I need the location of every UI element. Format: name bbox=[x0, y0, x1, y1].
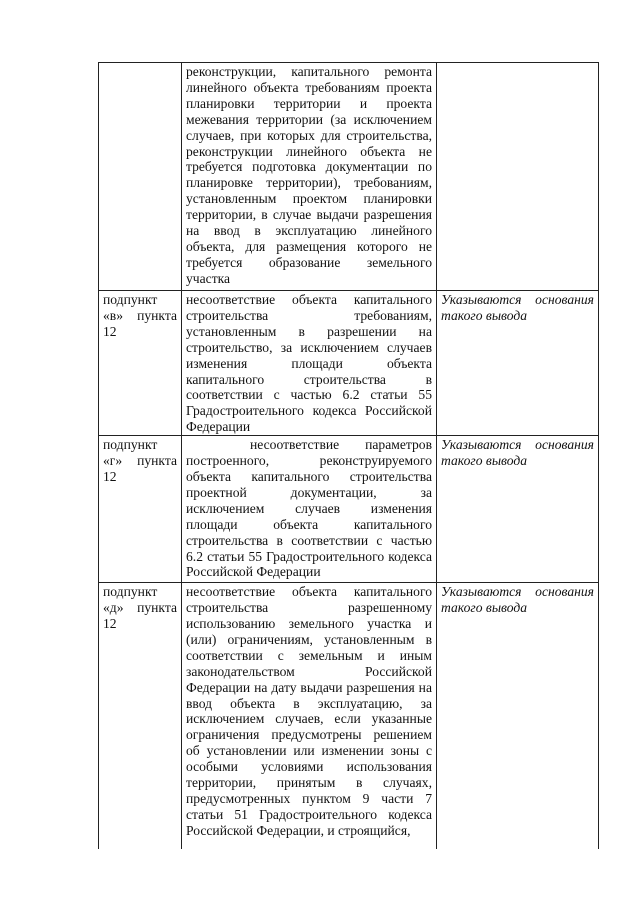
condition-cell: подпункт «д» пункта 12 bbox=[99, 583, 182, 850]
table-row bbox=[99, 63, 599, 291]
basis-cell: Указываются основания такого вывода bbox=[437, 436, 599, 583]
reason-text: несоответствие параметров построенного, реконструируемого объекта капитального строительства проектной документации, за исключением случаев изменения площади объекта капитального строительства в соответствии с частью 6.2 статьи 55 Градостроительного кодекса Российской Федерации bbox=[186, 437, 432, 580]
reason-text-cell: несоответствие объекта капитального строительства разрешенному использованию земельного участка и (или) ограничениям, установленным в соответствии с земельным и иным законодательством Российской Федерации на дату выдачи разрешения на ввод объекта в эксплуатацию, за исключением случаев, если указанные ограничения предусмотрены решением об установлении или изменении зоны с особыми условиями использования территории, принятым в случаях, предусмотренных пунктом 9 части 7 статьи 51 Градостроительного кодекса Российской Федерации, и строящийся, bbox=[182, 583, 437, 850]
condition-cell bbox=[99, 63, 182, 291]
reason-text-cell: реконструкции, капитального ремонта линейного объекта требованиям проекта планировки территории и проекта межевания территории (за исключением случаев, при которых для строительства, реконструкции линейного объекта не требуется подготовка документации по планировке территории), требованиям, установленным проектом планировки территории, в случае выдачи разрешения на ввод в эксплуатацию линейного объекта, для размещения которого не требуется образование земельного участка bbox=[182, 63, 437, 291]
reason-text-cell: несоответствие объекта капитального строительства требованиям, установленным в разрешении на строительство, за исключением случаев изменения площади объекта капитального строительства в соответствии с частью 6.2 статьи 55 Градостроительного кодекса Российской Федерации bbox=[182, 291, 437, 436]
condition-cell: подпункт «г» пункта 12 bbox=[99, 436, 182, 583]
basis-cell: Указываются основания такого вывода bbox=[437, 583, 599, 850]
condition-cell: подпункт «в» пункта 12 bbox=[99, 291, 182, 436]
basis-cell bbox=[437, 63, 599, 291]
table-row bbox=[99, 436, 599, 583]
table-row bbox=[99, 583, 599, 850]
basis-cell: Указываются основания такого вывода bbox=[437, 291, 599, 436]
table-row bbox=[99, 291, 599, 436]
refusal-reasons-table bbox=[98, 62, 599, 849]
reason-text-cell bbox=[182, 436, 437, 583]
